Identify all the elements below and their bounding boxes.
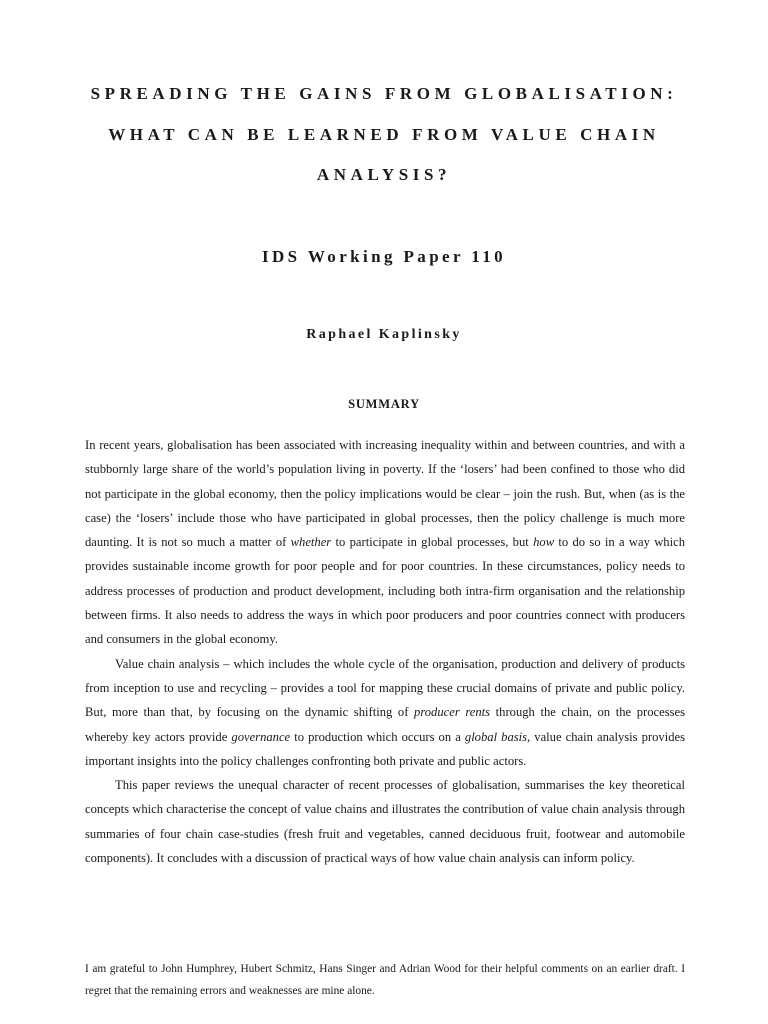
p1-text-c: to do so in a way which provides sustainable income growth for poor people and for poor countries. In these circumstances, policy needs to address processes of production and product development, including both intra-firm organisation and the relationship between firms. It also needs to address the ways in which poor producers and poor countries connect with producers and consumers in the global economy. bbox=[85, 535, 685, 647]
p2-emphasis-producer-rents: producer rents bbox=[414, 705, 491, 720]
summary-paragraph-2 bbox=[85, 652, 685, 773]
working-paper-number: IDS Working Paper 110 bbox=[261, 247, 507, 266]
summary-paragraph-1 bbox=[85, 433, 685, 652]
p2-text-d: , value chain analysis provides important insights into the policy challenges confronting both private and public actors. bbox=[85, 729, 686, 768]
p2-emphasis-global-basis: global basis bbox=[464, 729, 528, 744]
summary-body bbox=[85, 433, 685, 870]
summary-paragraph-3: This paper reviews the unequal character of recent processes of globalisation, summarises the key theoretical concepts which characterise the concept of value chains and illustrates the contribution of value chain analysis through summaries of four chain case-studies (fresh fruit and vegetables, canned deciduous fruit, footwear and automobile components). It concludes with a discussion of practical ways of how value chain analysis can inform policy. bbox=[85, 778, 685, 866]
title-line-3: ANALYSIS? bbox=[316, 165, 452, 184]
acknowledgement-footnote: I am grateful to John Humphrey, Hubert Schmitz, Hans Singer and Adrian Wood for their helpful comments on an earlier draft. I regret that the remaining errors and weaknesses are mine alone. bbox=[85, 963, 685, 997]
p2-text-a: Value chain analysis – which includes the whole cycle of the organisation, production and delivery of products from inception to use and recycling – provides a tool for mapping these crucial domains of private and public policy. But, more than that, by focusing on the dynamic shifting of bbox=[85, 656, 685, 720]
title-line-1: SPREADING THE GAINS FROM GLOBALISATION: bbox=[90, 84, 678, 103]
p1-emphasis-how: how bbox=[533, 535, 555, 550]
p2-emphasis-governance: governance bbox=[231, 729, 291, 744]
author-name: Raphael Kaplinsky bbox=[306, 327, 462, 342]
p1-text-a: In recent years, globalisation has been associated with increasing inequality within and between countries, and with a stubbornly large share of the world’s population living in poverty. If the ‘losers’ had been confined to those who did not participate in the global economy, then the policy implications would be clear – join the rush. But, when (as is the case) the ‘losers’ include those who have participated in global processes, then the policy challenge is much more daunting. It is not so much a matter of bbox=[85, 438, 685, 550]
summary-heading: SUMMARY bbox=[348, 397, 420, 411]
p1-text-b: to participate in global processes, but bbox=[331, 535, 534, 550]
title-line-2: WHAT CAN BE LEARNED FROM VALUE CHAIN bbox=[108, 125, 660, 144]
p2-text-c: to production which occurs on a bbox=[290, 729, 465, 744]
p1-emphasis-whether: whether bbox=[290, 535, 332, 550]
p2-text-b: through the chain, on the processes whereby key actors provide bbox=[85, 705, 685, 744]
